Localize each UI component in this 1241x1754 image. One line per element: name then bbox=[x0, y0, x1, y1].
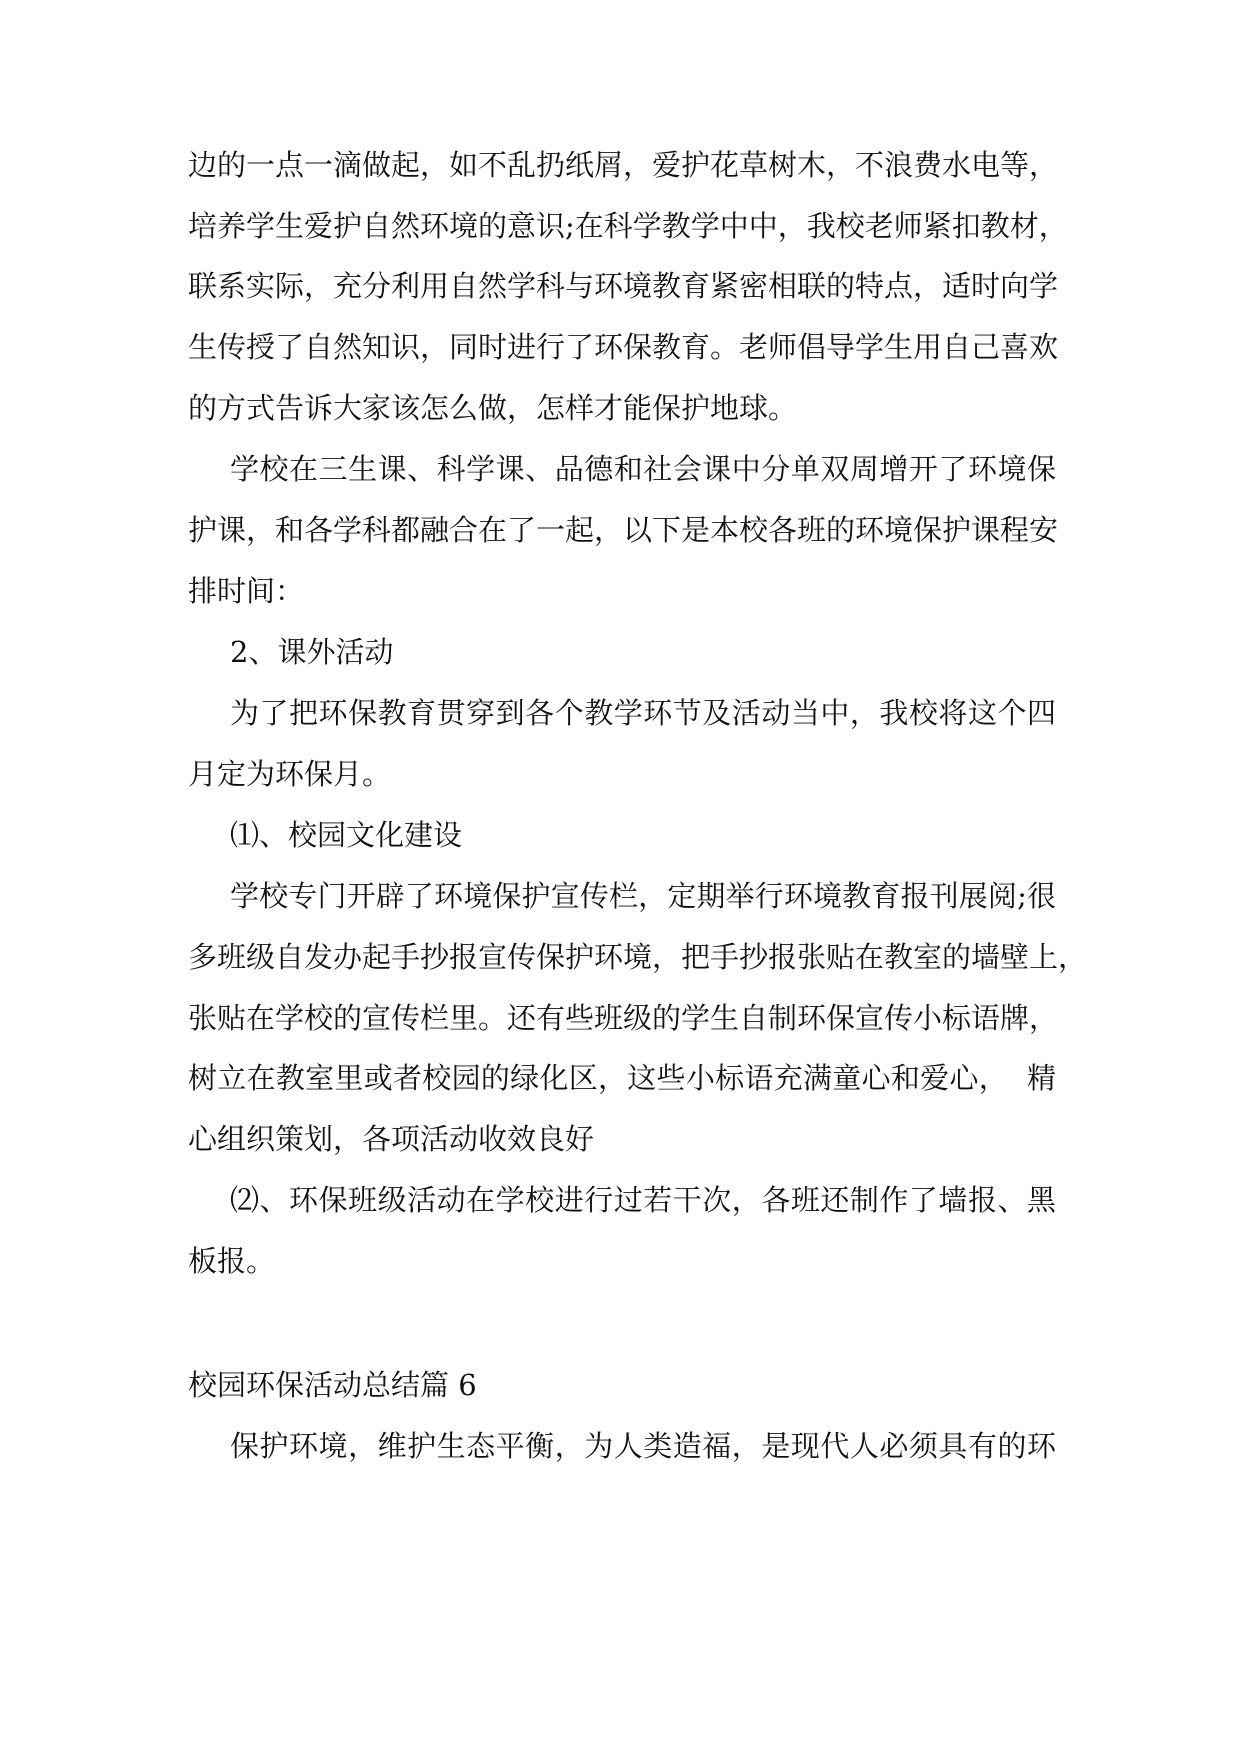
paragraph-line: 为了把环保教育贯穿到各个教学环节及活动当中，我校将这个四 bbox=[230, 696, 1056, 730]
paragraph-line: 联系实际，充分利用自然学科与环境教育紧密相联的特点，适时向学 bbox=[188, 269, 1059, 303]
section-heading: 2、课外活动 bbox=[230, 635, 394, 669]
paragraph-line: 的方式告诉大家该怎么做，怎样才能保护地球。 bbox=[188, 391, 798, 425]
paragraph-line: ⑵、环保班级活动在学校进行过若干次，各班还制作了墙报、黑 bbox=[230, 1183, 1056, 1217]
paragraph-line: 板报。 bbox=[188, 1244, 276, 1278]
paragraph-line: 护课，和各学科都融合在了一起，以下是本校各班的环境保护课程安 bbox=[188, 513, 1059, 547]
article-title: 校园环保活动总结篇 6 bbox=[188, 1368, 477, 1402]
paragraph-line: 心组织策划，各项活动收效良好 bbox=[188, 1122, 595, 1156]
paragraph-line: 保护环境，维护生态平衡，为人类造福，是现代人必须具有的环 bbox=[230, 1429, 1056, 1463]
paragraph-line: 排时间： bbox=[188, 574, 305, 608]
paragraph-line: 培养学生爱护自然环境的意识;在科学教学中中，我校老师紧扣教材， bbox=[188, 209, 1068, 243]
paragraph-line: 多班级自发办起手抄报宣传保护环境，把手抄报张贴在教室的墙壁上， bbox=[188, 940, 1088, 974]
paragraph-line: 学校专门开辟了环境保护宣传栏，定期举行环境教育报刊展阅;很 bbox=[230, 879, 1056, 913]
subsection-heading: ⑴、校园文化建设 bbox=[230, 818, 463, 852]
paragraph-line: 学校在三生课、科学课、品德和社会课中分单双周增开了环境保 bbox=[230, 452, 1056, 486]
paragraph-line: 月定为环保月。 bbox=[188, 757, 392, 791]
paragraph-line: 边的一点一滴做起，如不乱扔纸屑，爱护花草树木，不浪费水电等， bbox=[188, 148, 1059, 182]
paragraph-line: 张贴在学校的宣传栏里。还有些班级的学生自制环保宣传小标语牌， bbox=[188, 1001, 1059, 1035]
paragraph-line: 树立在教室里或者校园的绿化区，这些小标语充满童心和爱心， 精 bbox=[188, 1061, 1056, 1095]
paragraph-line: 生传授了自然知识，同时进行了环保教育。老师倡导学生用自己喜欢 bbox=[188, 330, 1059, 364]
